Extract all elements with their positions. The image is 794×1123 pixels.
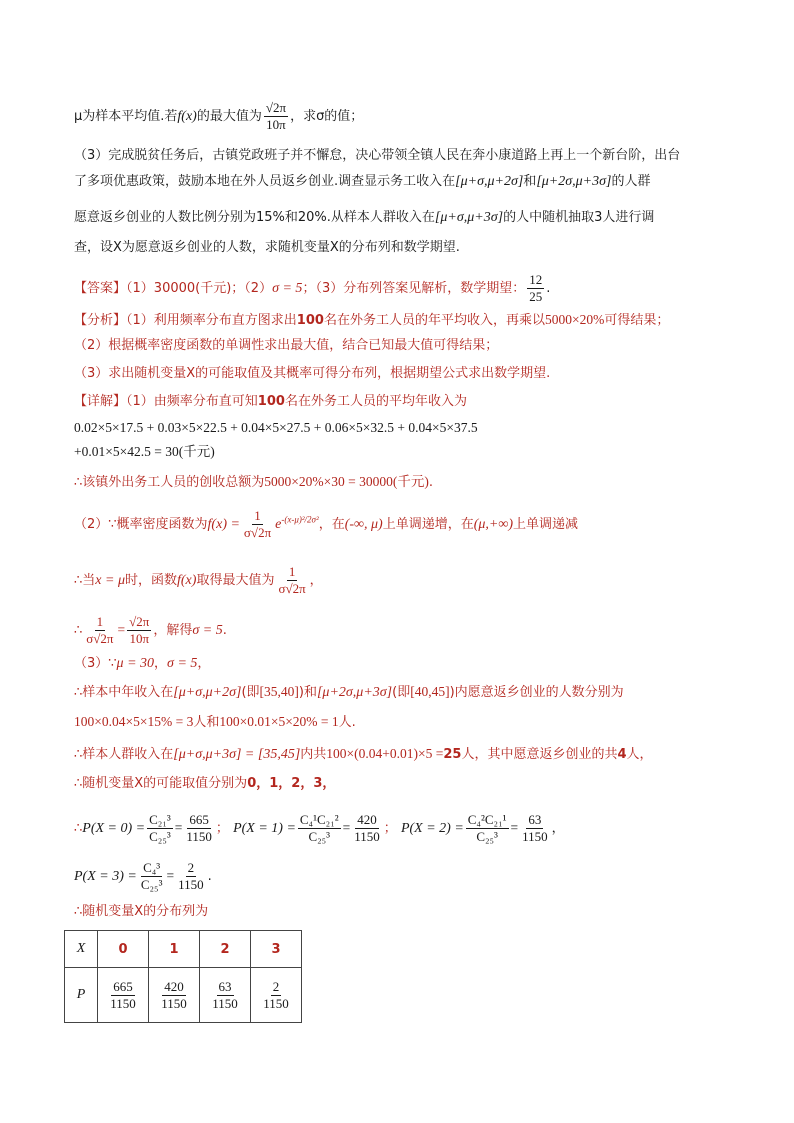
table-cell: 0 [98,931,149,968]
detail-tag: 【详解】 [74,394,127,409]
table-header-x: X [65,931,98,968]
table-row [65,968,302,1023]
table-cell: 1 [149,931,200,968]
table-cell: $\frac{2}{1150}$ [251,968,302,1023]
q3-line-2: 了多项优惠政策，鼓励本地在外人员返乡创业.调查显示务工收入在[μ+σ,μ+2σ]和[μ+2σ,μ+3σ]的人群 [74,174,651,189]
q3-line-1: （3）完成脱贫任务后，古镇党政班子并不懈怠，决心带领全镇人民在奔小康道路上再上一个新台阶，出台 [74,148,681,163]
q3-line-3: 愿意返乡创业的人数比例分别为15%和20%.从样本人群收入在[μ+σ,μ+3σ]的人中随机抽取3人进行调 [74,210,655,225]
detail-line-4: ∴该镇外出务工人员的创收总额为5000×20%×30 = 30000(千元). [74,474,433,490]
detail-line-6: ∴当x = μ时，函数f(x)取得最大值为 $\frac{1}{\sigma√2\pi}$ ， [74,564,323,596]
detail-line-8: （3）∵μ = 30，σ = 5， [74,656,211,671]
prob-line-2: P(X = 3) = $\frac{\text{C₄³}}{\text{C₂₅³}}$ = $\frac{2}{1150}$ . [74,860,212,892]
detail-line-5: （2）∵概率密度函数为f(x) = $\frac{1}{\sigma√2\pi}$ $e^{-(x-\mu)^2/2\sigma^2}$，在(-∞, μ)上单调递增，在(μ,+∞)上单调递减 [74,508,579,540]
analysis-line-2: （2）根据概率密度函数的单调性求出最大值，结合已知最大值可得结果； [74,338,499,353]
q3-line-4: 查，设X为愿意返乡创业的人数，求随机变量X的分布列和数学期望. [74,240,460,255]
table-row [65,931,302,968]
table-cell: $\frac{420}{1150}$ [149,968,200,1023]
table-cell: 2 [200,931,251,968]
fraction: $\frac{12}{25}$ [529,272,543,304]
answer-line: 【答案】（1）30000(千元)；（2）σ = 5；（3）分布列答案见解析，数学期望： $\frac{12}{25}$ . [74,272,551,304]
analysis-tag: 【分析】 [74,313,127,328]
fraction: $\frac{1}{\sigma√2\pi}$ [243,508,272,540]
detail-line-12: ∴随机变量X的可能取值分别为0，1，2，3， [74,776,336,791]
intro-line [74,100,734,133]
table-cell: $\frac{665}{1150}$ [98,968,149,1023]
table-cell: $\frac{63}{1150}$ [200,968,251,1023]
text: 的最大值为 [196,109,262,124]
fraction: $\frac{1}{\sigma√2\pi}$ [278,564,306,596]
analysis-line-3: （3）求出随机变量X的可能取值及其概率可得分布列，根据期望公式求出数学期望. [74,366,551,381]
fraction: $\frac{√2\pi}{10\pi}$ [265,100,287,132]
detail-line-10: 100×0.04×5×15% = 3人和100×0.01×5×20% = 1人. [74,714,356,730]
text: μ为样本平均值.若 [74,109,178,124]
detail-expr-2: +0.01×5×42.5 = 30(千元) [74,444,215,459]
detail-line-1: 【详解】（1）由频率分布直可知100名在外务工人员的平均年收入为 [74,394,467,409]
detail-line-11: ∴样本人群收入在[μ+σ,μ+3σ] = [35,45]内共100×(0.04+0.01)×5 =25人，其中愿意返乡创业的共4人， [74,746,653,762]
distribution-table [64,930,302,1023]
answer-tag: 【答案】 [74,281,127,296]
detail-expr-1: 0.02×5×17.5 + 0.03×5×22.5 + 0.04×5×27.5 + 0.06×5×32.5 + 0.04×5×37.5 [74,420,478,435]
detail-line-9: ∴样本中年收入在[μ+σ,μ+2σ](即[35,40])和[μ+2σ,μ+3σ](即[40,45])内愿意返乡创业的人数分别为 [74,684,624,700]
detail-line-7: ∴ $\frac{1}{\sigma√2\pi}$ = $\frac{√2\pi}{10\pi}$ ，解得σ = 5. [74,614,227,646]
detail-line-15: ∴随机变量X的分布列为 [74,904,209,919]
prob-line-1: ∴P(X = 0) = $\frac{\text{C₂₁³}}{\text{C₂₅³}}$ = $\frac{665}{1150}$ ； P(X = 1) = $\frac{\text{C₄¹C₂₁²}}{\text{C₂₅³}}$ = $\frac{420}{1150}$ ； P(X = 2) = $\frac{\text{C₄²C₂₁¹}}{\text{C₂₅³}}$ = $\frac{63}{1150}$ ， [74,812,565,844]
analysis-line-1: 【分析】（1）利用频率分布直方图求出100名在外务工人员的年平均收入，再乘以5000×20%可得结果； [74,312,670,328]
math: f(x) [177,109,197,124]
table-header-p: P [65,968,98,1023]
text: ，求σ的值； [290,109,364,124]
table-cell: 3 [251,931,302,968]
